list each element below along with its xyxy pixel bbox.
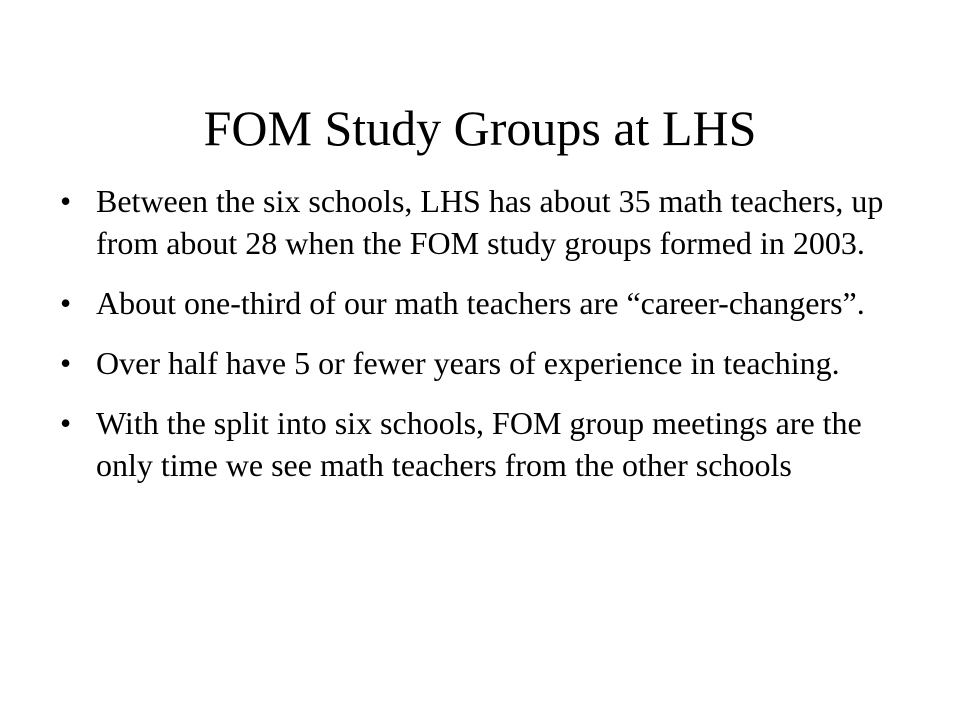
bullet-marker: • <box>60 183 72 219</box>
bullet-item <box>60 282 920 324</box>
bullet-list <box>60 180 920 504</box>
bullet-text: About one-third of our math teachers are “career-changers”. <box>96 285 865 321</box>
slide-title: FOM Study Groups at LHS <box>203 100 757 156</box>
bullet-marker: • <box>60 285 72 321</box>
bullet-marker: • <box>60 345 72 381</box>
bullet-text: Over half have 5 or fewer years of experience in teaching. <box>96 345 840 381</box>
bullet-text: Between the six schools, LHS has about 35 math teachers, up from about 28 when the FOM study groups formed in 2003. <box>96 183 884 261</box>
bullet-item <box>60 402 920 486</box>
bullet-item <box>60 180 920 264</box>
bullet-item <box>60 342 920 384</box>
bullet-marker: • <box>60 405 72 441</box>
bullet-text: With the split into six schools, FOM group meetings are the only time we see math teachers from the other schools <box>96 405 862 483</box>
